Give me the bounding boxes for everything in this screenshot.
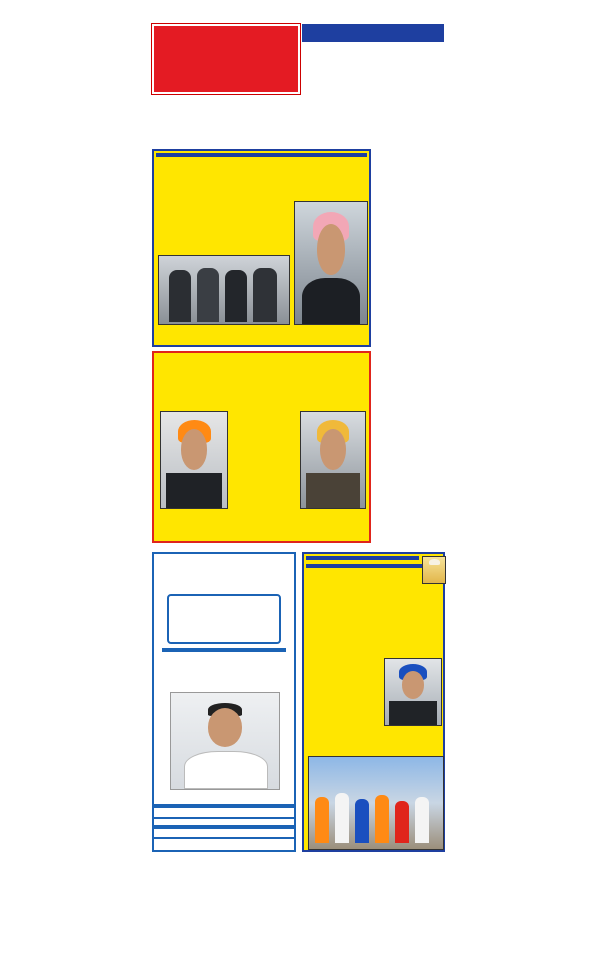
beparai-brothers-photo	[158, 255, 290, 325]
tejinder-singh-photo	[300, 411, 366, 509]
ad3-body-text	[154, 560, 294, 588]
randhir-singh-photo	[160, 411, 228, 509]
guru-portrait	[422, 556, 446, 584]
academy-banner	[306, 556, 419, 560]
nagar-kirtan-photo	[308, 756, 444, 850]
apollo-logo	[167, 594, 281, 644]
ad2-heading-1	[154, 353, 369, 356]
apollo-tagline	[162, 648, 286, 652]
doctor-name	[154, 804, 294, 808]
ad1-body-text	[158, 199, 290, 251]
doctor-specialty	[154, 817, 294, 819]
bus-service-line	[306, 564, 441, 568]
gurbani-quote	[156, 153, 367, 157]
clinic-address	[154, 825, 294, 829]
greeting-block	[308, 656, 382, 666]
nijjar-brothers-ad	[152, 351, 371, 543]
ad2-body-text	[230, 383, 298, 503]
dr-panesar-photo	[170, 692, 280, 790]
personalities-title	[302, 24, 444, 42]
supplement-header	[152, 24, 300, 94]
clinic-phone	[154, 837, 294, 839]
apollo-physicians-ad	[152, 552, 296, 852]
beparai-family-ad	[152, 149, 371, 347]
charter-school-ad	[302, 552, 445, 852]
mike-beparai-photo	[294, 201, 368, 325]
narinder-thandi-photo	[384, 658, 442, 726]
